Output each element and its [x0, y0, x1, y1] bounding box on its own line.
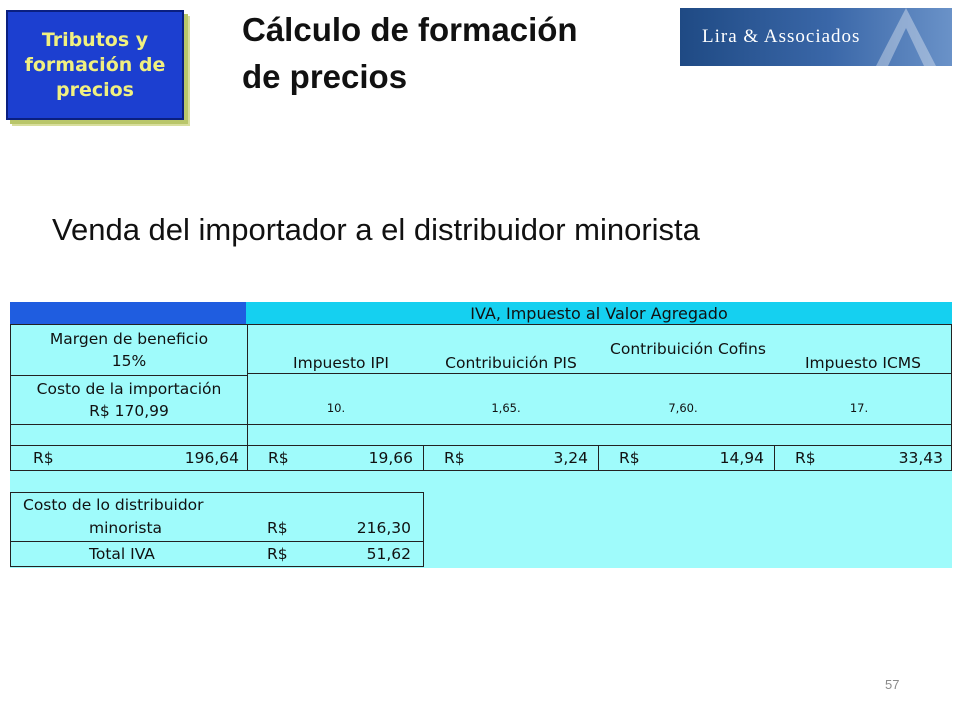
- margin-label: Margen de beneficio: [49, 330, 209, 348]
- total-pis-value: 3,24: [553, 449, 588, 467]
- margin-value: 15%: [111, 352, 147, 370]
- badge-line-2: formación de: [24, 53, 166, 76]
- title-line-1: Cálculo de formación: [242, 11, 578, 48]
- cost-import-label: Costo de la importación: [36, 380, 222, 398]
- distributor-cost-currency: R$: [267, 519, 288, 537]
- total-cofins-currency: R$: [619, 449, 640, 467]
- total-cell-ipi: [247, 445, 424, 471]
- blank-row-right: [247, 424, 952, 446]
- company-logo: [680, 8, 952, 66]
- margin-cell: [10, 324, 248, 376]
- total-iva-currency: R$: [267, 545, 288, 563]
- distributor-cost-row: [10, 492, 424, 542]
- distributor-cost-label-1: Costo de lo distribuidor: [23, 496, 204, 514]
- total-cofins-value: 14,94: [719, 449, 764, 467]
- total-iva-value: 51,62: [366, 545, 411, 563]
- blank-row-left: [10, 424, 248, 446]
- page-number: 57: [885, 677, 900, 692]
- rate-pis: 1,65.: [491, 401, 521, 415]
- col-icms-header: Impuesto ICMS: [804, 354, 922, 372]
- total-ipi-currency: R$: [268, 449, 289, 467]
- total-cell-cofins: [598, 445, 775, 471]
- slide-subtitle: Venda del importador a el distribuidor minorista: [52, 212, 700, 247]
- logo-mark-icon: [866, 8, 946, 66]
- title-line-2: de precios: [242, 58, 408, 95]
- total-cell-icms: [774, 445, 952, 471]
- total-base-value: 196,64: [184, 449, 239, 467]
- rate-ipi: 10.: [326, 401, 346, 415]
- page-title: [242, 6, 578, 100]
- table-header-title: IVA, Impuesto al Valor Agregado: [246, 302, 952, 324]
- rate-cofins: 7,60.: [668, 401, 698, 415]
- badge-line-3: precios: [56, 78, 134, 101]
- rate-icms: 17.: [849, 401, 869, 415]
- iva-table: [10, 302, 952, 568]
- total-iva-row: [10, 541, 424, 567]
- distributor-cost-label-2: minorista: [89, 519, 163, 537]
- total-pis-currency: R$: [444, 449, 465, 467]
- total-base-currency: R$: [33, 449, 54, 467]
- col-ipi-header: Impuesto IPI: [293, 354, 389, 372]
- col-cofins-header: Contribuición Cofins: [610, 340, 766, 358]
- total-cell-pis: [423, 445, 599, 471]
- col-pis-header: Contribuición PIS: [445, 354, 577, 372]
- cost-import-cell: [10, 375, 248, 425]
- total-icms-currency: R$: [795, 449, 816, 467]
- logo-text: Lira & Associados: [702, 26, 861, 47]
- badge-line-1: Tributos y: [41, 28, 149, 51]
- total-icms-value: 33,43: [898, 449, 943, 467]
- total-ipi-value: 19,66: [368, 449, 413, 467]
- topic-badge: [6, 10, 184, 120]
- cost-import-value: R$ 170,99: [89, 402, 169, 420]
- distributor-cost-value: 216,30: [356, 519, 411, 537]
- header-blank: [10, 302, 246, 324]
- total-iva-label: Total IVA: [89, 545, 155, 563]
- total-cell-base: [10, 445, 248, 471]
